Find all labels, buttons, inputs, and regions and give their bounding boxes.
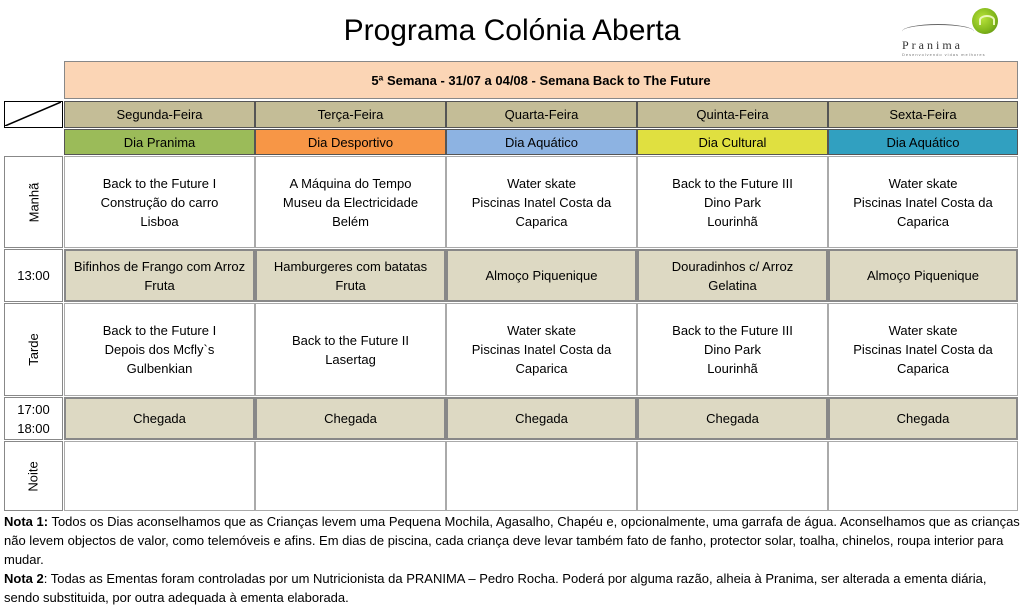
morning-activity-line: Dino Park xyxy=(703,194,762,210)
afternoon-activity-line: Caparica xyxy=(896,361,950,376)
morning-activity-line: A Máquina do Tempo xyxy=(289,175,412,191)
morning-activity-line: Back to the Future I xyxy=(102,175,217,191)
morning-activity-line: Back to the Future III xyxy=(672,175,793,191)
afternoon-activity-line: Water skate xyxy=(507,323,576,338)
morning-activity xyxy=(64,156,255,248)
arrival-cell-line: Chegada xyxy=(133,411,186,426)
tennis-ball-icon xyxy=(972,8,998,34)
lunch-cell xyxy=(255,249,446,302)
afternoon-activity-line: Back to the Future I xyxy=(102,323,217,338)
morning-activity-line: Water skate xyxy=(507,175,576,191)
day-theme: Dia Desportivo xyxy=(255,129,446,155)
diagonal-line-icon xyxy=(5,102,61,126)
afternoon-activity-line: Gulbenkian xyxy=(126,361,193,376)
day-theme: Dia Pranima xyxy=(64,129,255,155)
afternoon-activity-line: Depois dos Mcfly`s xyxy=(104,342,215,357)
lunch-cell xyxy=(64,249,255,302)
row-label-manha: Manhã xyxy=(4,156,63,248)
logo-wordmark: Pranima xyxy=(902,38,963,52)
morning-activity-line: Belém xyxy=(332,213,369,229)
afternoon-activity xyxy=(446,303,637,396)
morning-activity xyxy=(255,156,446,248)
morning-activity-line: Lisboa xyxy=(140,213,179,229)
night-cell xyxy=(255,441,446,511)
arrival-cell-line: Chegada xyxy=(324,411,377,426)
arrival-cell xyxy=(64,397,255,440)
day-theme: Dia Aquático xyxy=(446,129,637,155)
day-header: Quinta-Feira xyxy=(637,101,828,128)
note-1: Nota 1: Todos os Dias aconselhamos que as Crianças levem uma Pequena Mochila, Agasalho, Chapéu e, opcionalmente, uma garrafa de água. Aconselhamos que as crianças não levem objectos de valor, como telemóveis e afins. Em dias de piscina, cada criança deve levar também fato de fanho, protector solar, toalha, chinelos, roupa interior para mudar. xyxy=(4,514,1020,567)
arrival-cell xyxy=(255,397,446,440)
arrival-cell-line: Chegada xyxy=(706,411,759,426)
week-header: 5ª Semana - 31/07 a 04/08 - Semana Back to The Future xyxy=(64,61,1018,99)
page-title: Programa Colónia Aberta xyxy=(343,14,681,47)
morning-activity-line: Museu da Electricidade xyxy=(282,194,419,210)
day-theme: Dia Cultural xyxy=(637,129,828,155)
day-theme: Dia Aquático xyxy=(828,129,1018,155)
lunch-cell-line: Almoço Piquenique xyxy=(485,268,598,283)
day-header: Quarta-Feira xyxy=(446,101,637,128)
afternoon-activity-line: Piscinas Inatel Costa da xyxy=(471,342,612,357)
afternoon-activity xyxy=(255,303,446,396)
morning-activity-line: Piscinas Inatel Costa da xyxy=(471,194,612,210)
afternoon-activity xyxy=(828,303,1018,396)
lunch-cell-line: Douradinhos c/ Arroz xyxy=(671,258,794,274)
morning-activity-line: Water skate xyxy=(888,175,958,191)
row-label-tarde: Tarde xyxy=(4,303,63,396)
afternoon-activity-line: Caparica xyxy=(515,361,568,376)
afternoon-activity-line: Back to the Future II xyxy=(291,332,410,348)
logo-tagline: Desenvolvendo vidas melhores xyxy=(902,52,986,57)
morning-activity xyxy=(828,156,1018,248)
row-label-chegada: 17:00 18:00 xyxy=(4,397,63,440)
arrival-cell xyxy=(828,397,1018,440)
logo-arc xyxy=(902,24,974,39)
morning-activity-line: Construção do carro xyxy=(100,194,219,210)
lunch-cell-line: Fruta xyxy=(144,277,175,293)
day-header: Segunda-Feira xyxy=(64,101,255,128)
morning-activity-line: Caparica xyxy=(515,213,568,229)
arrival-cell-line: Chegada xyxy=(896,411,950,426)
afternoon-activity-line: Water skate xyxy=(888,323,958,338)
night-cell xyxy=(637,441,828,511)
corner-cell xyxy=(4,101,63,128)
afternoon-activity-line: Piscinas Inatel Costa da xyxy=(853,342,993,357)
lunch-cell-line: Almoço Piquenique xyxy=(866,268,980,283)
lunch-cell xyxy=(446,249,637,302)
arrival-cell xyxy=(637,397,828,440)
lunch-cell-line: Gelatina xyxy=(708,277,757,293)
lunch-cell-line: Bifinhos de Frango com Arroz xyxy=(73,258,246,274)
notes xyxy=(4,512,1020,607)
morning-activity-line: Caparica xyxy=(896,213,950,229)
morning-activity-line: Lourinhã xyxy=(707,213,758,229)
morning-activity xyxy=(637,156,828,248)
lunch-cell-line: Fruta xyxy=(335,277,366,293)
morning-activity xyxy=(446,156,637,248)
afternoon-activity-line: Lasertag xyxy=(325,351,376,367)
row-label-almoco: 13:00 xyxy=(4,249,63,302)
afternoon-activity-line: Back to the Future III xyxy=(672,323,793,338)
lunch-cell-line: Hamburgeres com batatas xyxy=(273,258,428,274)
day-header: Terça-Feira xyxy=(255,101,446,128)
day-header: Sexta-Feira xyxy=(828,101,1018,128)
arrival-cell xyxy=(446,397,637,440)
afternoon-activity xyxy=(637,303,828,396)
afternoon-activity xyxy=(64,303,255,396)
note-2: Nota 2: Todas as Ementas foram controladas por um Nutricionista da PRANIMA – Pedro Rocha. Poderá por alguma razão, alheia à Pranima, ser alterada a ementa diária, sendo substituida, por outra adequada à ementa elaborada. xyxy=(4,571,987,605)
lunch-cell xyxy=(637,249,828,302)
afternoon-activity-line: Dino Park xyxy=(703,342,762,357)
row-label-noite: Noite xyxy=(4,441,63,511)
lunch-cell xyxy=(828,249,1018,302)
night-cell xyxy=(446,441,637,511)
night-cell xyxy=(828,441,1018,511)
night-cell xyxy=(64,441,255,511)
afternoon-activity-line: Lourinhã xyxy=(707,361,758,376)
morning-activity-line: Piscinas Inatel Costa da xyxy=(853,194,993,210)
arrival-cell-line: Chegada xyxy=(515,411,568,426)
pranima-logo xyxy=(896,6,996,56)
